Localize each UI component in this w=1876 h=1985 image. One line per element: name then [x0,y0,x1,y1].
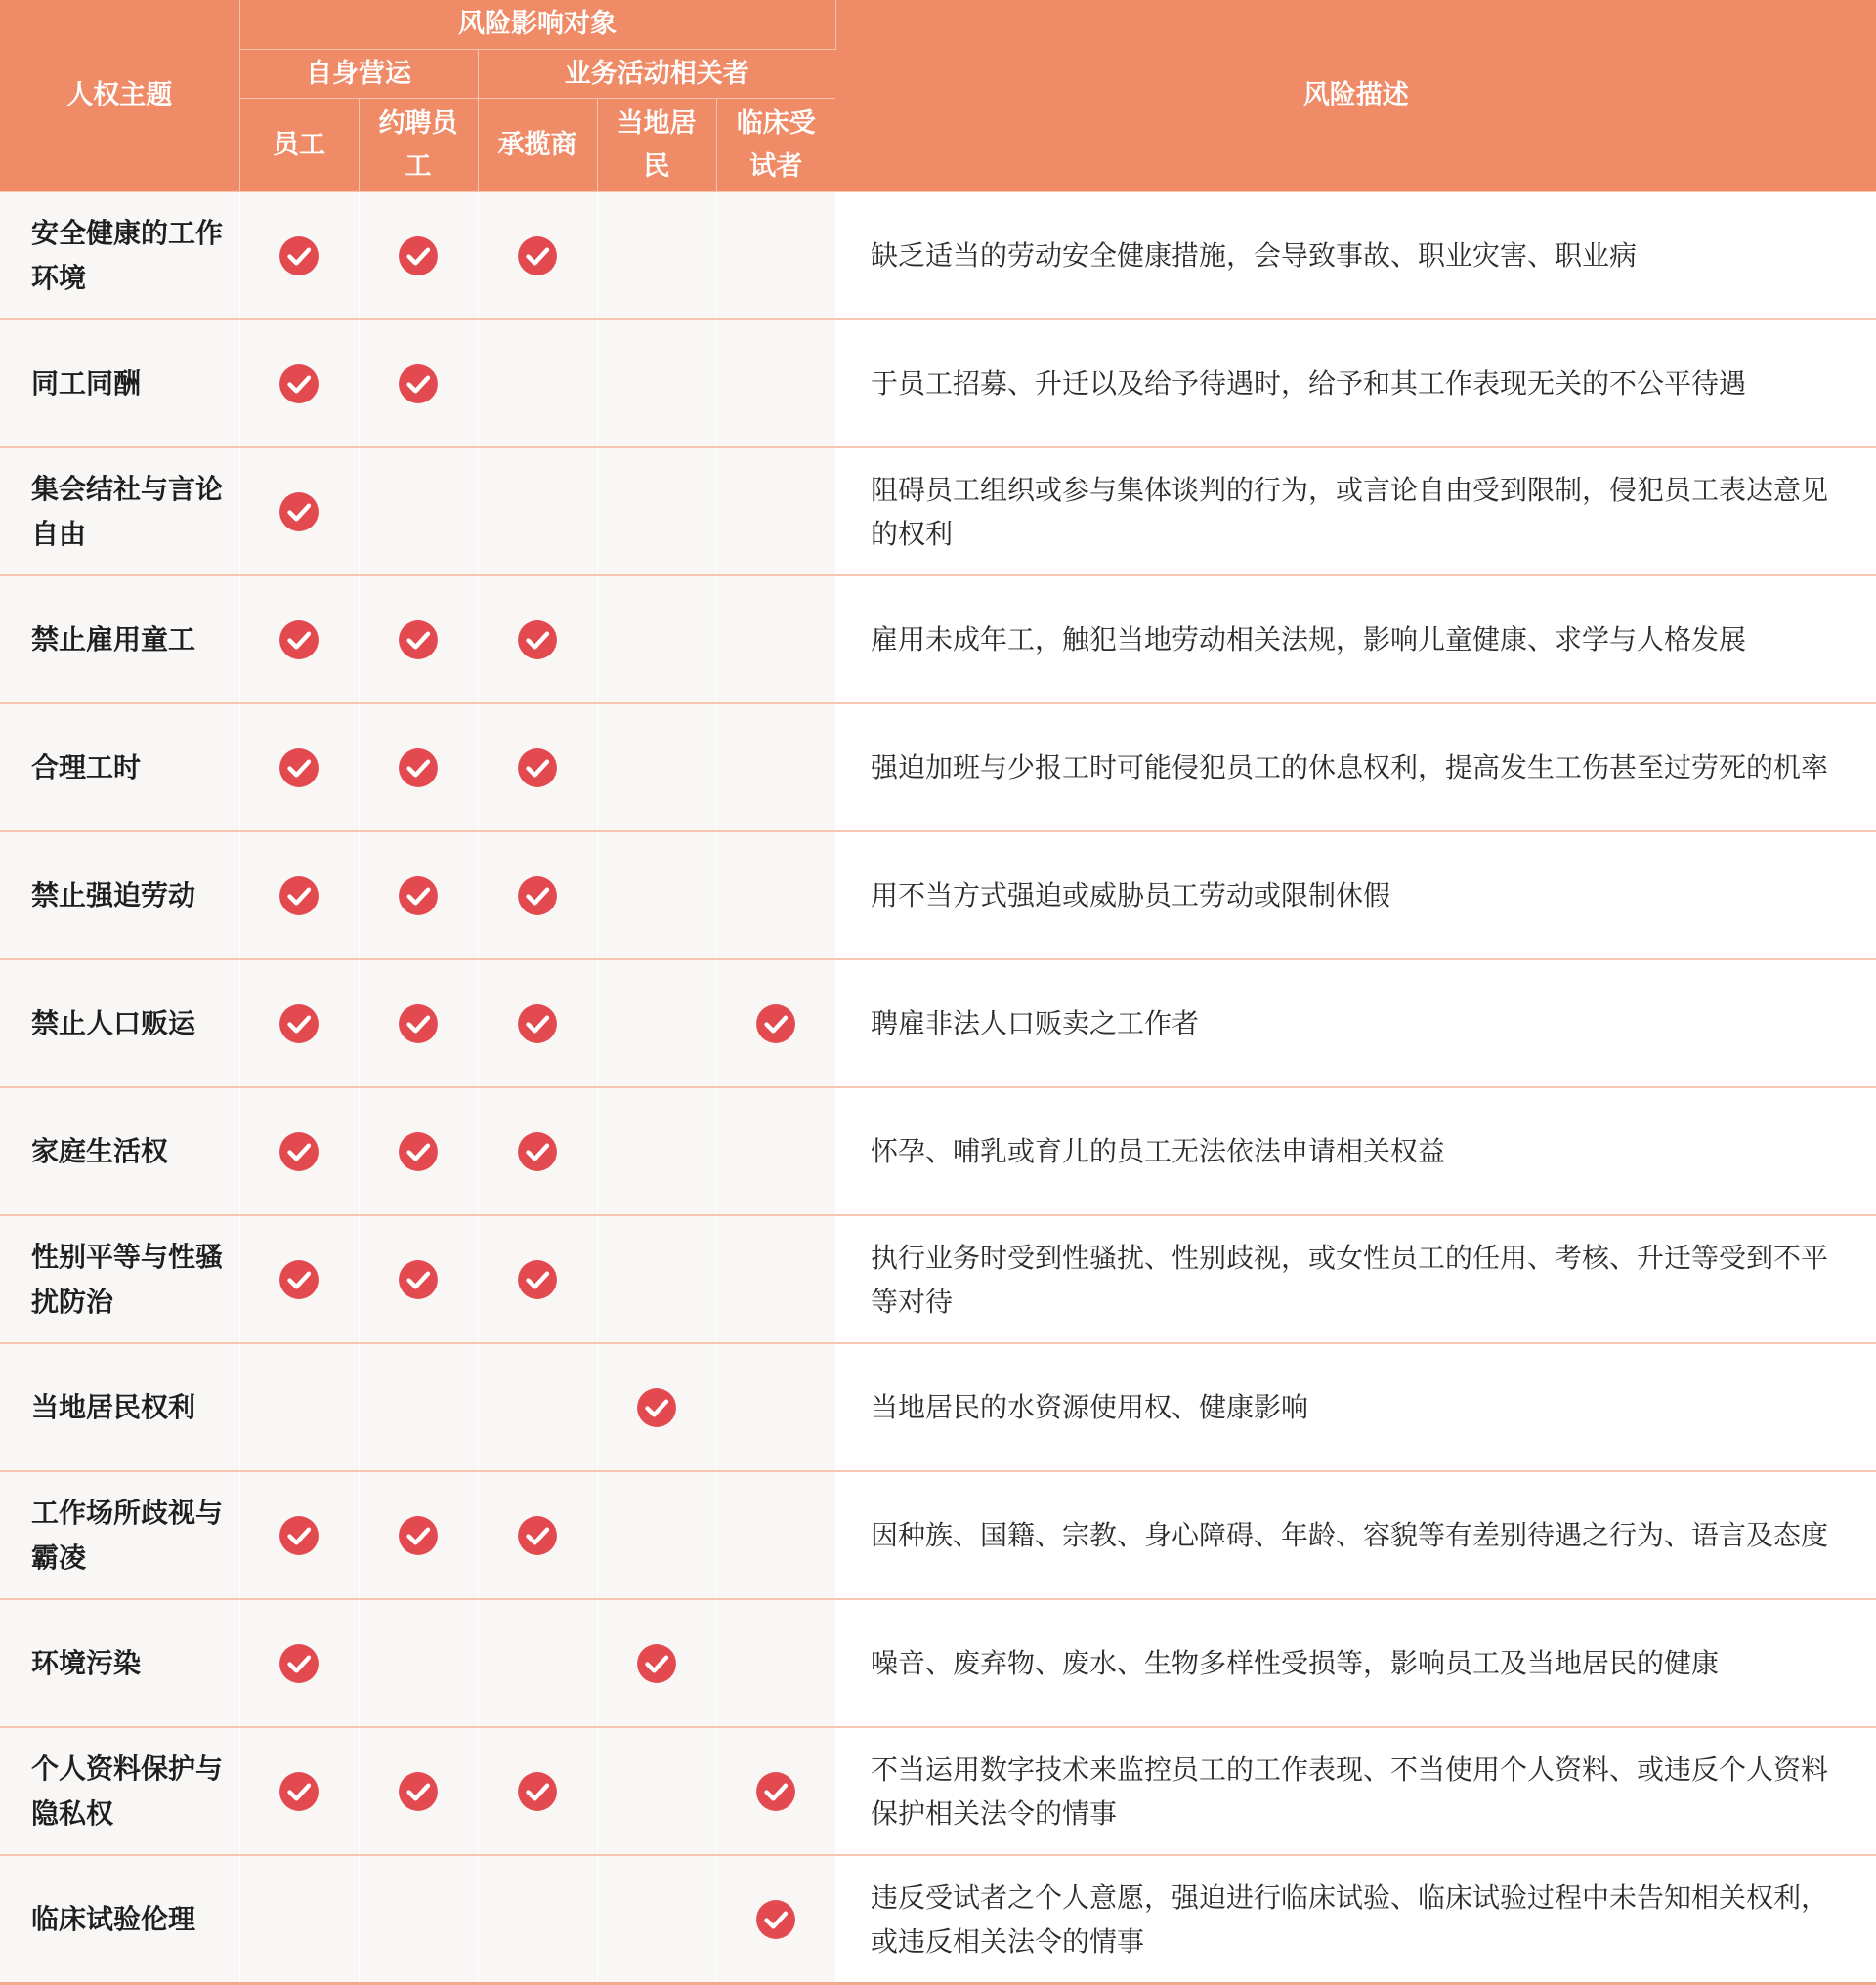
mark-cell-local-residents [597,1471,716,1599]
mark-cell-contract-employee [359,575,478,703]
mark-cell-clinical-subjects [716,703,835,831]
table-row [0,703,1876,831]
mark-cell-contract-employee [359,192,478,320]
mark-cell-contract-employee [359,703,478,831]
mark-cell-local-residents [597,831,716,959]
check-icon [517,1003,558,1044]
row-description: 不当运用数字技术来监控员工的工作表现、不当使用个人资料、或违反个人资料保护相关法令的情事 [835,1727,1876,1855]
mark-cell-clinical-subjects [716,1727,835,1855]
mark-cell-employee [239,1343,359,1471]
row-topic: 性别平等与性骚扰防治 [0,1215,239,1343]
mark-cell-employee [239,1855,359,1984]
check-icon [278,491,320,532]
mark-cell-employee [239,703,359,831]
row-topic: 临床试验伦理 [0,1855,239,1984]
check-icon [398,875,439,916]
mark-cell-contractor [478,703,597,831]
row-description: 当地居民的水资源使用权、健康影响 [835,1343,1876,1471]
mark-cell-contractor [478,1855,597,1984]
mark-cell-contractor [478,1215,597,1343]
check-icon [398,1771,439,1812]
check-icon [755,1771,796,1812]
check-icon [636,1643,677,1684]
check-icon [517,1515,558,1556]
mark-cell-contract-employee [359,959,478,1087]
check-icon [517,1259,558,1300]
check-icon [398,1515,439,1556]
mark-cell-local-residents [597,1599,716,1727]
mark-cell-clinical-subjects [716,447,835,575]
check-icon [517,1131,558,1172]
header-own-operations: 自身营运 [239,50,478,99]
row-topic: 家庭生活权 [0,1087,239,1215]
check-icon [398,235,439,276]
mark-cell-local-residents [597,1727,716,1855]
mark-cell-contract-employee [359,1343,478,1471]
mark-cell-employee [239,1727,359,1855]
mark-cell-clinical-subjects [716,319,835,447]
header-contract-employee: 约聘员工 [359,99,478,192]
mark-cell-clinical-subjects [716,1471,835,1599]
check-icon [398,363,439,404]
mark-cell-employee [239,1087,359,1215]
mark-cell-clinical-subjects [716,1855,835,1984]
mark-cell-local-residents [597,703,716,831]
row-description: 聘雇非法人口贩卖之工作者 [835,959,1876,1087]
mark-cell-contract-employee [359,831,478,959]
mark-cell-contract-employee [359,1471,478,1599]
mark-cell-contract-employee [359,1727,478,1855]
row-topic: 禁止强迫劳动 [0,831,239,959]
row-topic: 工作场所歧视与霸凌 [0,1471,239,1599]
check-icon [517,1771,558,1812]
row-description: 于员工招募、升迁以及给予待遇时，给予和其工作表现无关的不公平待遇 [835,319,1876,447]
check-icon [278,619,320,660]
table-row [0,1855,1876,1984]
check-icon [278,1643,320,1684]
mark-cell-employee [239,1215,359,1343]
check-icon [398,619,439,660]
mark-cell-contractor [478,319,597,447]
header-business-stakeholders: 业务活动相关者 [478,50,835,99]
table-row [0,192,1876,320]
mark-cell-contractor [478,575,597,703]
check-icon [278,875,320,916]
table-row [0,575,1876,703]
mark-cell-contract-employee [359,1855,478,1984]
row-topic: 当地居民权利 [0,1343,239,1471]
row-topic: 个人资料保护与隐私权 [0,1727,239,1855]
mark-cell-local-residents [597,319,716,447]
table-row [0,831,1876,959]
mark-cell-contract-employee [359,447,478,575]
row-description: 雇用未成年工，触犯当地劳动相关法规，影响儿童健康、求学与人格发展 [835,575,1876,703]
check-icon [278,1771,320,1812]
check-icon [278,1259,320,1300]
row-topic: 安全健康的工作环境 [0,192,239,320]
mark-cell-employee [239,319,359,447]
table-row [0,1087,1876,1215]
mark-cell-contractor [478,447,597,575]
mark-cell-contractor [478,1599,597,1727]
check-icon [278,747,320,788]
mark-cell-clinical-subjects [716,1599,835,1727]
mark-cell-local-residents [597,1855,716,1984]
check-icon [398,1003,439,1044]
mark-cell-contractor [478,192,597,320]
table-row [0,447,1876,575]
check-icon [398,747,439,788]
header-clinical-subjects: 临床受试者 [716,99,835,192]
check-icon [517,747,558,788]
row-topic: 集会结社与言论自由 [0,447,239,575]
mark-cell-clinical-subjects [716,192,835,320]
mark-cell-contract-employee [359,1215,478,1343]
header-topic: 人权主题 [0,0,239,192]
mark-cell-contract-employee [359,1599,478,1727]
check-icon [517,235,558,276]
check-icon [278,235,320,276]
mark-cell-contractor [478,959,597,1087]
header-employee: 员工 [239,99,359,192]
header-description: 风险描述 [835,0,1876,192]
mark-cell-contractor [478,1727,597,1855]
check-icon [278,1003,320,1044]
mark-cell-contractor [478,1471,597,1599]
check-icon [398,1131,439,1172]
row-topic: 同工同酬 [0,319,239,447]
mark-cell-contract-employee [359,319,478,447]
mark-cell-local-residents [597,447,716,575]
mark-cell-employee [239,1471,359,1599]
mark-cell-local-residents [597,192,716,320]
mark-cell-local-residents [597,575,716,703]
mark-cell-contractor [478,831,597,959]
table-row [0,1599,1876,1727]
row-topic: 合理工时 [0,703,239,831]
mark-cell-local-residents [597,1343,716,1471]
row-description: 强迫加班与少报工时可能侵犯员工的休息权利，提高发生工伤甚至过劳死的机率 [835,703,1876,831]
row-topic: 环境污染 [0,1599,239,1727]
table-row [0,1215,1876,1343]
mark-cell-employee [239,959,359,1087]
mark-cell-employee [239,192,359,320]
mark-cell-contractor [478,1343,597,1471]
mark-cell-clinical-subjects [716,575,835,703]
mark-cell-local-residents [597,1087,716,1215]
mark-cell-clinical-subjects [716,1215,835,1343]
mark-cell-contractor [478,1087,597,1215]
check-icon [517,875,558,916]
mark-cell-employee [239,447,359,575]
mark-cell-clinical-subjects [716,1087,835,1215]
check-icon [755,1899,796,1940]
table-row [0,319,1876,447]
row-description: 执行业务时受到性骚扰、性别歧视，或女性员工的任用、考核、升迁等受到不平等对待 [835,1215,1876,1343]
mark-cell-employee [239,1599,359,1727]
check-icon [398,1259,439,1300]
table-row [0,1471,1876,1599]
mark-cell-employee [239,831,359,959]
row-description: 缺乏适当的劳动安全健康措施，会导致事故、职业灾害、职业病 [835,192,1876,320]
mark-cell-contract-employee [359,1087,478,1215]
row-description: 用不当方式强迫或威胁员工劳动或限制休假 [835,831,1876,959]
mark-cell-employee [239,575,359,703]
row-description: 因种族、国籍、宗教、身心障碍、年龄、容貌等有差别待遇之行为、语言及态度 [835,1471,1876,1599]
mark-cell-clinical-subjects [716,959,835,1087]
table-row [0,1343,1876,1471]
row-description: 违反受试者之个人意愿，强迫进行临床试验、临床试验过程中未告知相关权利，或违反相关法令的情事 [835,1855,1876,1984]
mark-cell-clinical-subjects [716,1343,835,1471]
check-icon [636,1387,677,1428]
check-icon [278,1515,320,1556]
row-topic: 禁止人口贩运 [0,959,239,1087]
check-icon [278,363,320,404]
check-icon [755,1003,796,1044]
mark-cell-local-residents [597,1215,716,1343]
row-description: 阻碍员工组织或参与集体谈判的行为，或言论自由受到限制，侵犯员工表达意见的权利 [835,447,1876,575]
header-contractor: 承揽商 [478,99,597,192]
row-description: 怀孕、哺乳或育儿的员工无法依法申请相关权益 [835,1087,1876,1215]
header-impact-group: 风险影响对象 [239,0,835,50]
row-topic: 禁止雇用童工 [0,575,239,703]
row-description: 噪音、废弃物、废水、生物多样性受损等，影响员工及当地居民的健康 [835,1599,1876,1727]
table-row [0,959,1876,1087]
header-local-residents: 当地居民 [597,99,716,192]
check-icon [278,1131,320,1172]
mark-cell-local-residents [597,959,716,1087]
table-row [0,1727,1876,1855]
check-icon [517,619,558,660]
mark-cell-clinical-subjects [716,831,835,959]
